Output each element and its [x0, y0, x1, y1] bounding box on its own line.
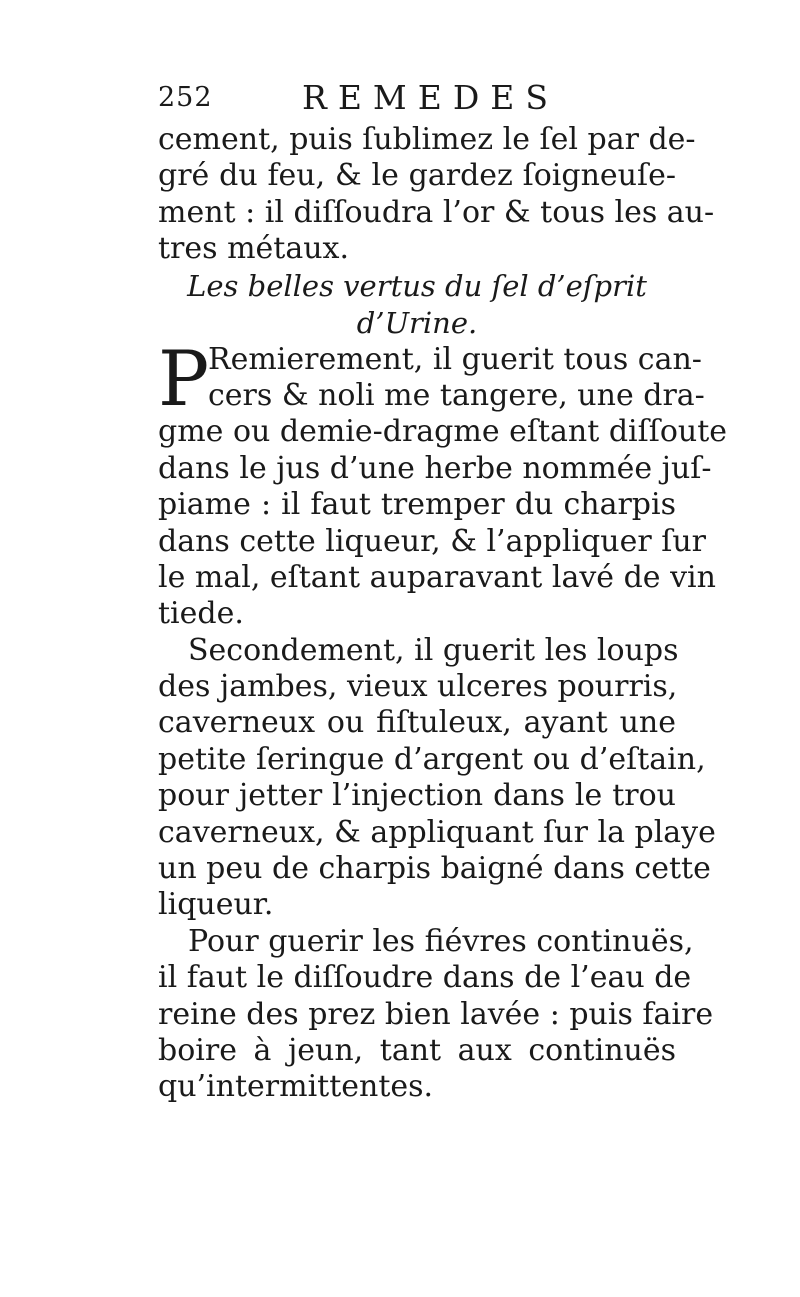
text-line: gme ou demie-dragme eſtant diſſoute [158, 414, 728, 450]
text-line: reine des prez bien lavée : puis faire [158, 996, 714, 1032]
text-line: petite ſeringue d’argent ou d’eſtain, [158, 741, 706, 777]
text-line: dans le jus d’une herbe nommée juſ- [158, 450, 712, 486]
text-line: caverneux, & appliquant ſur la playe [158, 814, 716, 850]
text-line: dans cette liqueur, & l’appliquer ſur [158, 523, 706, 559]
text-line: qu’intermittentes. [158, 1069, 434, 1105]
drop-cap: P [158, 333, 210, 423]
paragraph-fievres [158, 923, 714, 1106]
text-line: cement, puis ſublimez le ſel par de- [158, 122, 696, 157]
text-line: Remierement, il guerit tous can- [208, 341, 702, 377]
text-line: des jambes, vieux ulceres pourris, [158, 669, 678, 705]
page-number: 252 [158, 82, 213, 113]
text-line: tres métaux. [158, 231, 350, 267]
text-line: pour jetter l’injection dans le trou [158, 778, 676, 814]
text-line: piame : il faut tremper du charpis [158, 487, 676, 523]
text-line: boire à jeun, tant aux continuës [158, 1032, 676, 1068]
running-title: REMEDES [302, 78, 559, 117]
text-line: liqueur. [158, 887, 274, 923]
text-line: gré du feu, & le gardez ſoigneuſe- [158, 158, 676, 194]
text-line: Pour guerir les fiévres continuës, [188, 923, 694, 959]
text-line: le mal, eſtant auparavant lavé de vin [158, 559, 716, 595]
intro-text [158, 122, 715, 268]
text-line: Secondement, il guerit les loups [188, 632, 679, 668]
paragraph-secondement [158, 632, 716, 924]
text-line: un peu de charpis baigné dans cette [158, 851, 711, 887]
book-page [158, 78, 728, 1106]
text-line: caverneux ou fiſtuleux, ayant une [158, 705, 676, 741]
text-line: cers & noli me tangere, une dra- [208, 377, 705, 413]
section-heading-line: d’Urine. [356, 305, 478, 340]
running-head [158, 78, 678, 122]
section-heading [158, 268, 678, 342]
text-line: tiede. [158, 596, 244, 632]
text-line: il faut le diſſoudre dans de l’eau de [158, 960, 692, 996]
text-line: ment : il diſſoudra l’or & tous les au- [158, 194, 715, 230]
section-heading-line: Les belles vertus du ſel d’eſprit [187, 268, 647, 303]
paragraph-premierement [158, 333, 728, 633]
